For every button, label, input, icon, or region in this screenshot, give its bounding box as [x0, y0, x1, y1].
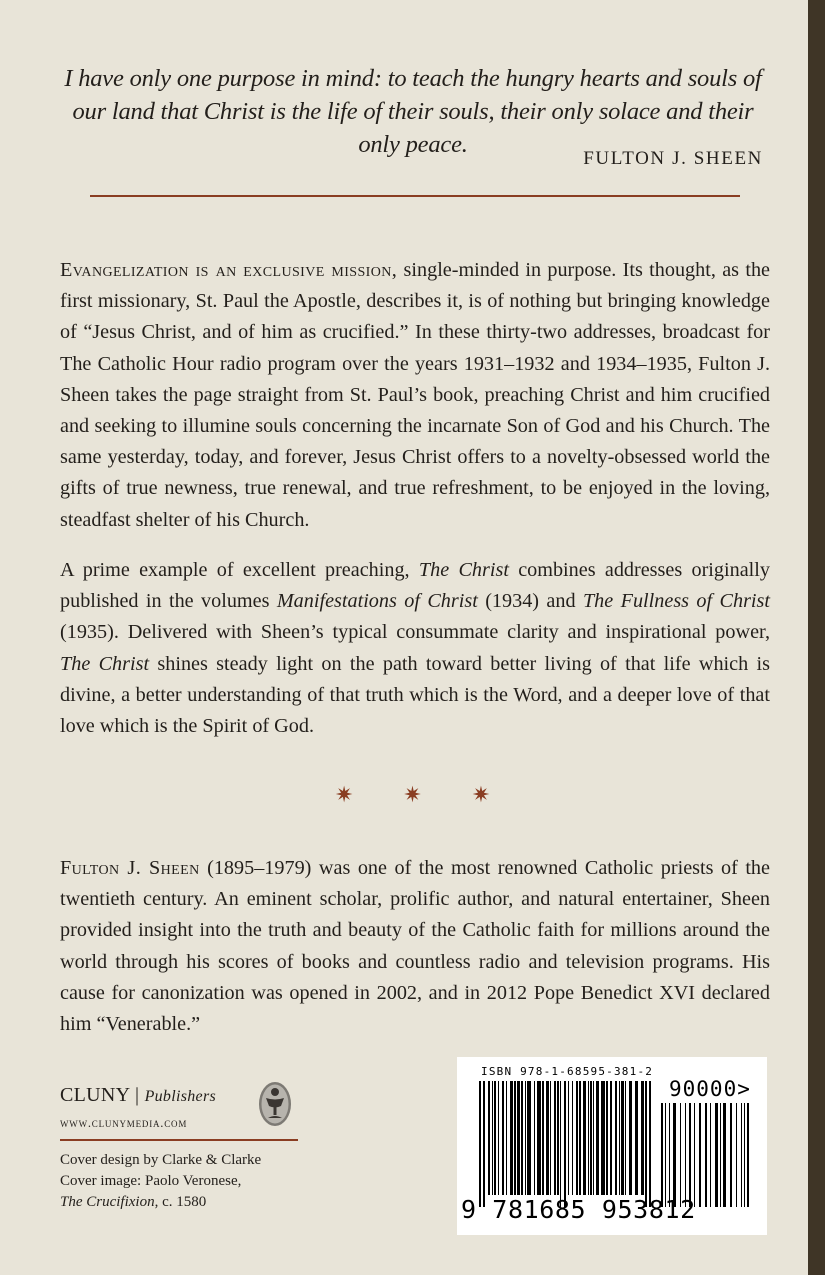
publisher-url: www.clunymedia.com [60, 1116, 188, 1130]
author-bio [60, 853, 770, 1040]
isbn-barcode [457, 1057, 767, 1235]
star-ornament-icon: ✷ [403, 782, 422, 807]
book-title: The Christ [418, 559, 509, 581]
epigraph-attribution: FULTON J. SHEEN [583, 148, 763, 169]
publisher-name: CLUNY | Publishers [60, 1084, 217, 1106]
image-credit: Cover image: Paolo Veronese, [60, 1173, 242, 1189]
volume-title: The Fullness of Christ [582, 590, 770, 613]
book-spine-edge [808, 0, 825, 1275]
paragraph-lead-in: Evangelization is an exclusive mission, [60, 259, 398, 281]
author-bio-text: (1895–1979) was one of the most renowned Catholic priests of the twentieth century. An eminent scholar, prolific author, and natural entertainer, Sheen provided insight into the truth and beauty of the Catholic faith for millions around the world through his scores of books and countless radio and television programs. His cause for canonization was opened in 2002, and in 2012 Pope Benedict XVI declared him “Venerable.” [60, 857, 770, 1036]
star-ornament-icon: ✷ [471, 782, 491, 807]
image-credit-title: The Crucifixion, c. 1580 [60, 1194, 207, 1210]
description-paragraph-2: A prime example of excellent preaching, The Christ combines addresses originally published in the volumes Manifestations of Christ (1934) and The Fullness of Christ (1935). Delivered with Sheen’s typical consummate clarity and inspirational power, The Christ shines steady light on the path toward better living of that life which is divine, a better understanding of that truth which is the Word, and a deeper love of that love which is the Spirit of God. [60, 559, 770, 738]
volume-title: Manifestations of Christ [276, 590, 478, 613]
chalice-logo-icon [258, 1081, 292, 1127]
epigraph-quote: I have only one purpose in mind: to teach the hungry hearts and souls of our land that Christ is the life of their souls, their only solace and their only peace. [64, 65, 762, 158]
isbn-number: ISBN 978-1-68595-381-2 [481, 1065, 654, 1078]
star-ornament-icon: ✷ [334, 782, 354, 807]
divider-rule [60, 1139, 298, 1141]
design-credit: Cover design by Clarke & Clarke [60, 1152, 262, 1168]
ean-digits: 9 781685 953812 [461, 1195, 696, 1224]
book-title: The Christ [60, 652, 150, 675]
description-paragraph-1 [60, 255, 770, 536]
ornament-stars [0, 782, 825, 808]
author-name: Fulton J. Sheen [60, 857, 200, 879]
paragraph-text: single-minded in purpose. Its thought, as the first missionary, St. Paul the Apostle, describes it, is of nothing but bringing knowledge of “Jesus Christ, and of him as crucified.” In these thirty-two addresses, broadcast for The Catholic Hour radio program over the years 1931–1932 and 1934–1935, Fulton J. Sheen takes the page straight from St. Paul’s book, preaching Christ and him crucified and seeking to illumine souls concerning the incarnate Son of God and his Church. The same yesterday, today, and forever, Jesus Christ offers to a novelty-obsessed world the gifts of true newness, true renewal, and true refreshment, to be enjoyed in the loving, steadfast shelter of his Church. [60, 259, 771, 531]
cover-credits [60, 1150, 261, 1213]
divider-rule [90, 195, 740, 197]
price-code: 90000> [669, 1077, 751, 1101]
